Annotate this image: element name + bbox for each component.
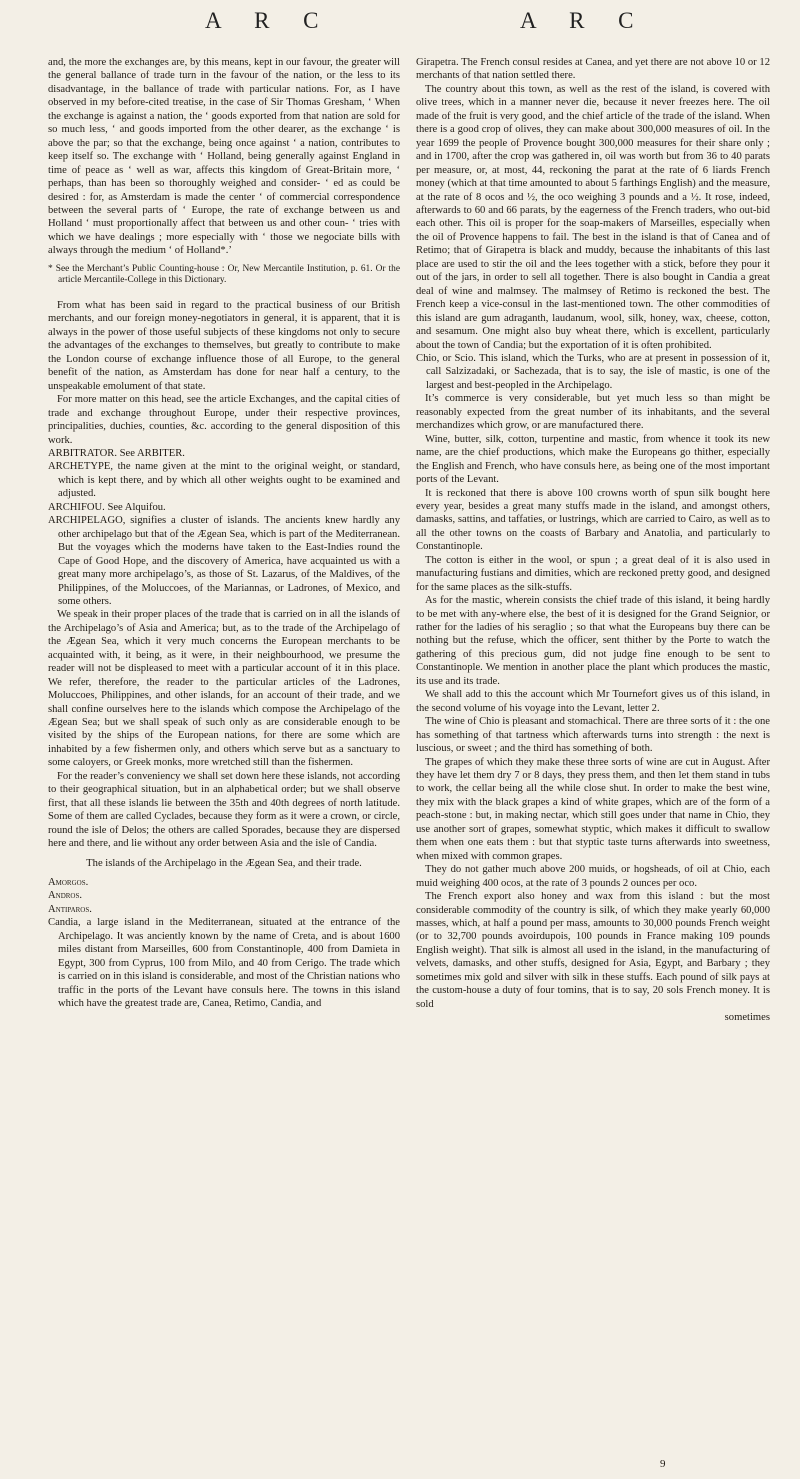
entry-archetype: ARCHETYPE, the name given at the mint to the original weight, or standard, which is kept there, and by which all other weights ought to be examined and adjusted. xyxy=(48,461,400,500)
running-head-left: A R C xyxy=(205,8,333,33)
girapetra-paragraph: Girapetra. The French consul resides at Canea, and yet there are not above 10 or 12 merchants of that nation settled there. xyxy=(416,57,770,82)
reader-paragraph: For the reader’s conveniency we shall set down here these islands, not according to their geographical situation, but in an alphabetical order; but we shall observe first, that all these islands lie between the 35th and 40th degrees of north latitude. Some of them are called Cyclades, because they form as it were a crown, or circle, round the isle of Delos; the others are called Sporades, because they are dispersed here and there, and lie without any order between Asia and the isle of Candia. xyxy=(48,770,400,850)
entry-chio: Chio, or Scio. This island, which the Turks, who are at present in possession of it, call Salzizadaki, or Sachezada, that is to say, the isle of mastic, is one of the largest and best-peopled in the Archipelago. xyxy=(416,352,770,391)
catchword: sometimes xyxy=(724,1012,770,1024)
wine-paragraph: Wine, butter, silk, cotton, turpentine and mastic, from whence it took its new name, are the chief productions, which make the Europeans go thither, especially the English and French, who have consuls here, as being one of the most important ports of the Levant. xyxy=(416,433,770,486)
islands-list xyxy=(48,876,400,916)
mastic-paragraph: As for the mastic, wherein consists the chief trade of this island, it being hardly to be met with any-where else, the best of it is designed for the Grand Seignior, or rather for the ladies of his seraglio ; so that what the Europeans buy there can be nothing but the refuse, which the officer, sent thither by the Porte to watch the gathering of this precious gum, did not judge fine enough to be sent to Constantinople. We mention in another place the plant which produces the mastic, its use and its trade. xyxy=(416,595,770,687)
country-paragraph: The country about this town, as well as the rest of the island, is covered with olive trees, which in a manner never die, because it never freezes here. The oil made of the fruit is very good, and the chief article of the trade of the island. When there is a good crop of olives, they can make about 300,000 measures of oil. In the year 1699 the people of Provence bought 300,000 measures for their share only ; and in 1700, after the crop was gathered in, oil was worth but from 36 to 40 parats per measure, or, at most, 44, reckoning the parat at the rate of 6 liards French money (which at that time amounted to about 5 farthings English) and the measure, at the rate of 8 ocos and ½, the oco weighing 3 pounds and a ½. It rose, indeed, afterwards to 60 and 66 parats, by the eagerness of the French traders, who out-bid each other. This oil is proper for the soap-makers of Marseilles, especially when the oil of Provence happens to fail. The best in the island is that of Canea and of Retimo; that of Girapetra is black and muddy, because the inhabitants of this last place are used to stir the oil and the lees together with a stick, before they pour it out of the jars, in order to sell all together. There is also bought in Candia a great deal of wine and malmsey. The malmsey of Retimo is reckoned the best. The French keep a vice-consul in the last-mentioned town. The other commodities of this island are gum adraganth, laudanum, wool, silk, honey, wax, cheese, cotton, and sesamum. One might also buy wheat there, which is excellent, particularly about the town of Candia; but the exportation of it is often prohibited. xyxy=(416,83,770,351)
entry-archifou: ARCHIFOU. See Alquifou. xyxy=(48,501,166,513)
practical-paragraph: From what has been said in regard to the practical business of our British merchants, and our foreign money-negotiators in general, it is apparent, that it is always in the power of those useful subjects of these kingdoms not only to secure the advantages of the exchanges to themselves, but greatly to contribute to make the London course of exchange influence those of all Europe, to the general benefit of the nation, as Amsterdam has done for near half a century, to the unspeakable emolument of that state. xyxy=(48,299,400,392)
exchanges-paragraph: and, the more the exchanges are, by this means, kept in our favour, the greater will the general ballance of trade turn in the favour of the nation, or the less to its disadvantage, in the ballance of trade with particular nations. For, as I have observed in my before-cited treatise, in the case of Sir Thomas Gresham, ‘ When the exchange is against a nation, the ‘ goods exported from that nation are sold for so much less, ‘ and goods imported from the other dearer, as the exchange ‘ is above the par; so that the exchange, being once against ‘ a nation, contributes to keep itself so. The exchange with ‘ Holland, being generally against England in time of peace as ‘ well as war, affects this kingdom of Great-Britain more, ‘ perhaps, than has been so thoroughly weighed and consider- ‘ ed as could be desired : for, as Amsterdam is made the center ‘ of commercial correspondence between the several parts of ‘ Europe, the rate of exchange between us and Holland ‘ must proportionally affect that between us and other coun- ‘ tries with which we have dealings ; more especially with ‘ those we negociate bills with always through the medium ‘ of Holland*.’ xyxy=(48,57,400,257)
signature-mark: 9 xyxy=(660,1458,666,1470)
we-speak-paragraph: We speak in their proper places of the trade that is carried on in all the islands of the Archipelago’s of Asia and America; but, as to the trade of the Archipelago of the Ægean Sea, which it very much concerns the European merchants to be acquainted with, it being, as it were, in their neighbourhood, we presume the reader will not be displeased to meet with a particular account of it in this place. We refer, therefore, the reader to the particular articles of the Ladrones, Moluccoes, Philippines, and other islands, for an account of their trade, and we shall confine ourselves here to the islands which compose the Archipelago of the Ægean Sea; but we shall speak of such only as are considerable enough to be visited by the ships of the European nations, for there are some which are inhabited by a few fishermen only, and others which serve but as a sanctuary to some caloyers, or Greek monks, more wretched still than the fishermen. xyxy=(48,609,400,769)
running-head-right: A R C xyxy=(520,8,648,33)
islands-heading: The islands of the Archipelago in the Ægean Sea, and their trade. xyxy=(86,857,362,869)
left-column xyxy=(48,56,400,1011)
entry-candia: Candia, a large island in the Mediterranean, situated at the entrance of the Archipelago. It was anciently known by the name of Creta, and is about 1600 miles distant from Marseilles, 600 from Constantinople, 400 from Damieta in Egypt, 300 from Cyprus, 100 from Milo, and 40 from Cerigo. The trade which is carried on in this island is considerable, and most of the Christian nations who traffic in the ports of the Levant have consuls here. The towns in this island which have the greatest trade are, Canea, Retimo, Candia, and xyxy=(48,917,400,1010)
commerce-paragraph: It’s commerce is very considerable, but yet much less so than might be reasonably expected from the great number of its inhabitants, and the several merchandizes which grow, or are manufactured there. xyxy=(416,393,770,432)
reckoned-paragraph: It is reckoned that there is above 100 crowns worth of spun silk bought here every year, besides a great many stuffs made in the island, and amongst others, damasks, sattins, and taffaties, or lustrings, which are carried to Cairo, as well as to all the other towns on the coasts of Barbary and Anatolia, and particularly to Constantinople. xyxy=(416,487,770,553)
list-item: Amorgos. xyxy=(48,877,89,889)
tournefort-paragraph: We shall add to this the account which Mr Tournefort gives us of this island, in the second volume of his voyage into the Levant, letter 2. xyxy=(416,689,770,714)
cotton-paragraph: The cotton is either in the wool, or spun ; a great deal of it is also used in manufacturing fustians and dimities, which are reckoned pretty good, and designed for the same places as the silk-stuffs. xyxy=(416,554,770,593)
wine-chio-paragraph: The wine of Chio is pleasant and stomachical. There are three sorts of it : the one has something of that tartness which afterwards turns into strength : the next is luscious, or sweet ; and the third has something of both. xyxy=(416,716,770,755)
gather-paragraph: They do not gather much above 200 muids, or hogsheads, of oil at Chio, each muid weighing 400 ocos, at the rate of 3 pounds 2 ounces per oco. xyxy=(416,864,770,889)
footnote: * See the Merchant’s Public Counting-house : Or, New Mercantile Institution, p. 61. Or the article Mercantile-College in this Dictionary. xyxy=(48,263,400,286)
french-export-paragraph: The French export also honey and wax from this island : but the most considerable commodity of the country is silk, of which they make yearly 60,000 masses, which, at half a pound per mass, amounts to 30,000 pounds French weight (or to 32,700 pounds avoirdupois, 100 pounds in France making 109 pounds English weight). That silk is almost all used in the island, in the manufacturing of velvets, damasks, and other stuffs, designed for Asia, Egypt, and Barbary ; they sometimes mix gold and silver with silk in these stuffs. Each pound of silk pays at the custom-house a duty of four tomins, that is to say, 20 sols French money. It is sold xyxy=(416,891,770,1010)
entry-archipelago: ARCHIPELAGO, signifies a cluster of islands. The ancients knew hardly any other archipelago but that of the Ægean Sea, which is part of the Mediterranean. But the voyages which the moderns have taken to the East-Indies round the Cape of Good Hope, and the discovery of America, have acquainted us with a great many more archipelago’s, as those of St. Lazarus, of the Maldives, of the Philippines, of the Moluccoes, of the Mariannas, or Ladrones, of Mexico, and some others. xyxy=(48,515,400,607)
more-matter-paragraph: For more matter on this head, see the article Exchanges, and the capital cities of trade and exchange throughout Europe, under their respective provinces, principalities, duchies, counties, &c. according to the general disposition of this work. xyxy=(48,394,400,446)
right-column xyxy=(416,56,770,1025)
list-item: Antiparos. xyxy=(48,903,92,915)
grapes-paragraph: The grapes of which they make these three sorts of wine are cut in August. After they have let them dry 7 or 8 days, they press them, and then let them stand in tubs to work, the cellar being all the while close shut. In order to make the best wine, they mix with the black grapes a kind of white grapes, which are of the form of a peach-stone : but, in making nectar, which still goes under that name in Chio, they use another sort of grapes, somewhat styptic, which makes it difficult to swallow them when one eats them : but that styptic taste turns afterwards into sweetness, when mixed with common grapes. xyxy=(416,756,770,862)
list-item: Andros. xyxy=(48,890,83,902)
entry-arbitrator: ARBITRATOR. See ARBITER. xyxy=(48,447,185,459)
